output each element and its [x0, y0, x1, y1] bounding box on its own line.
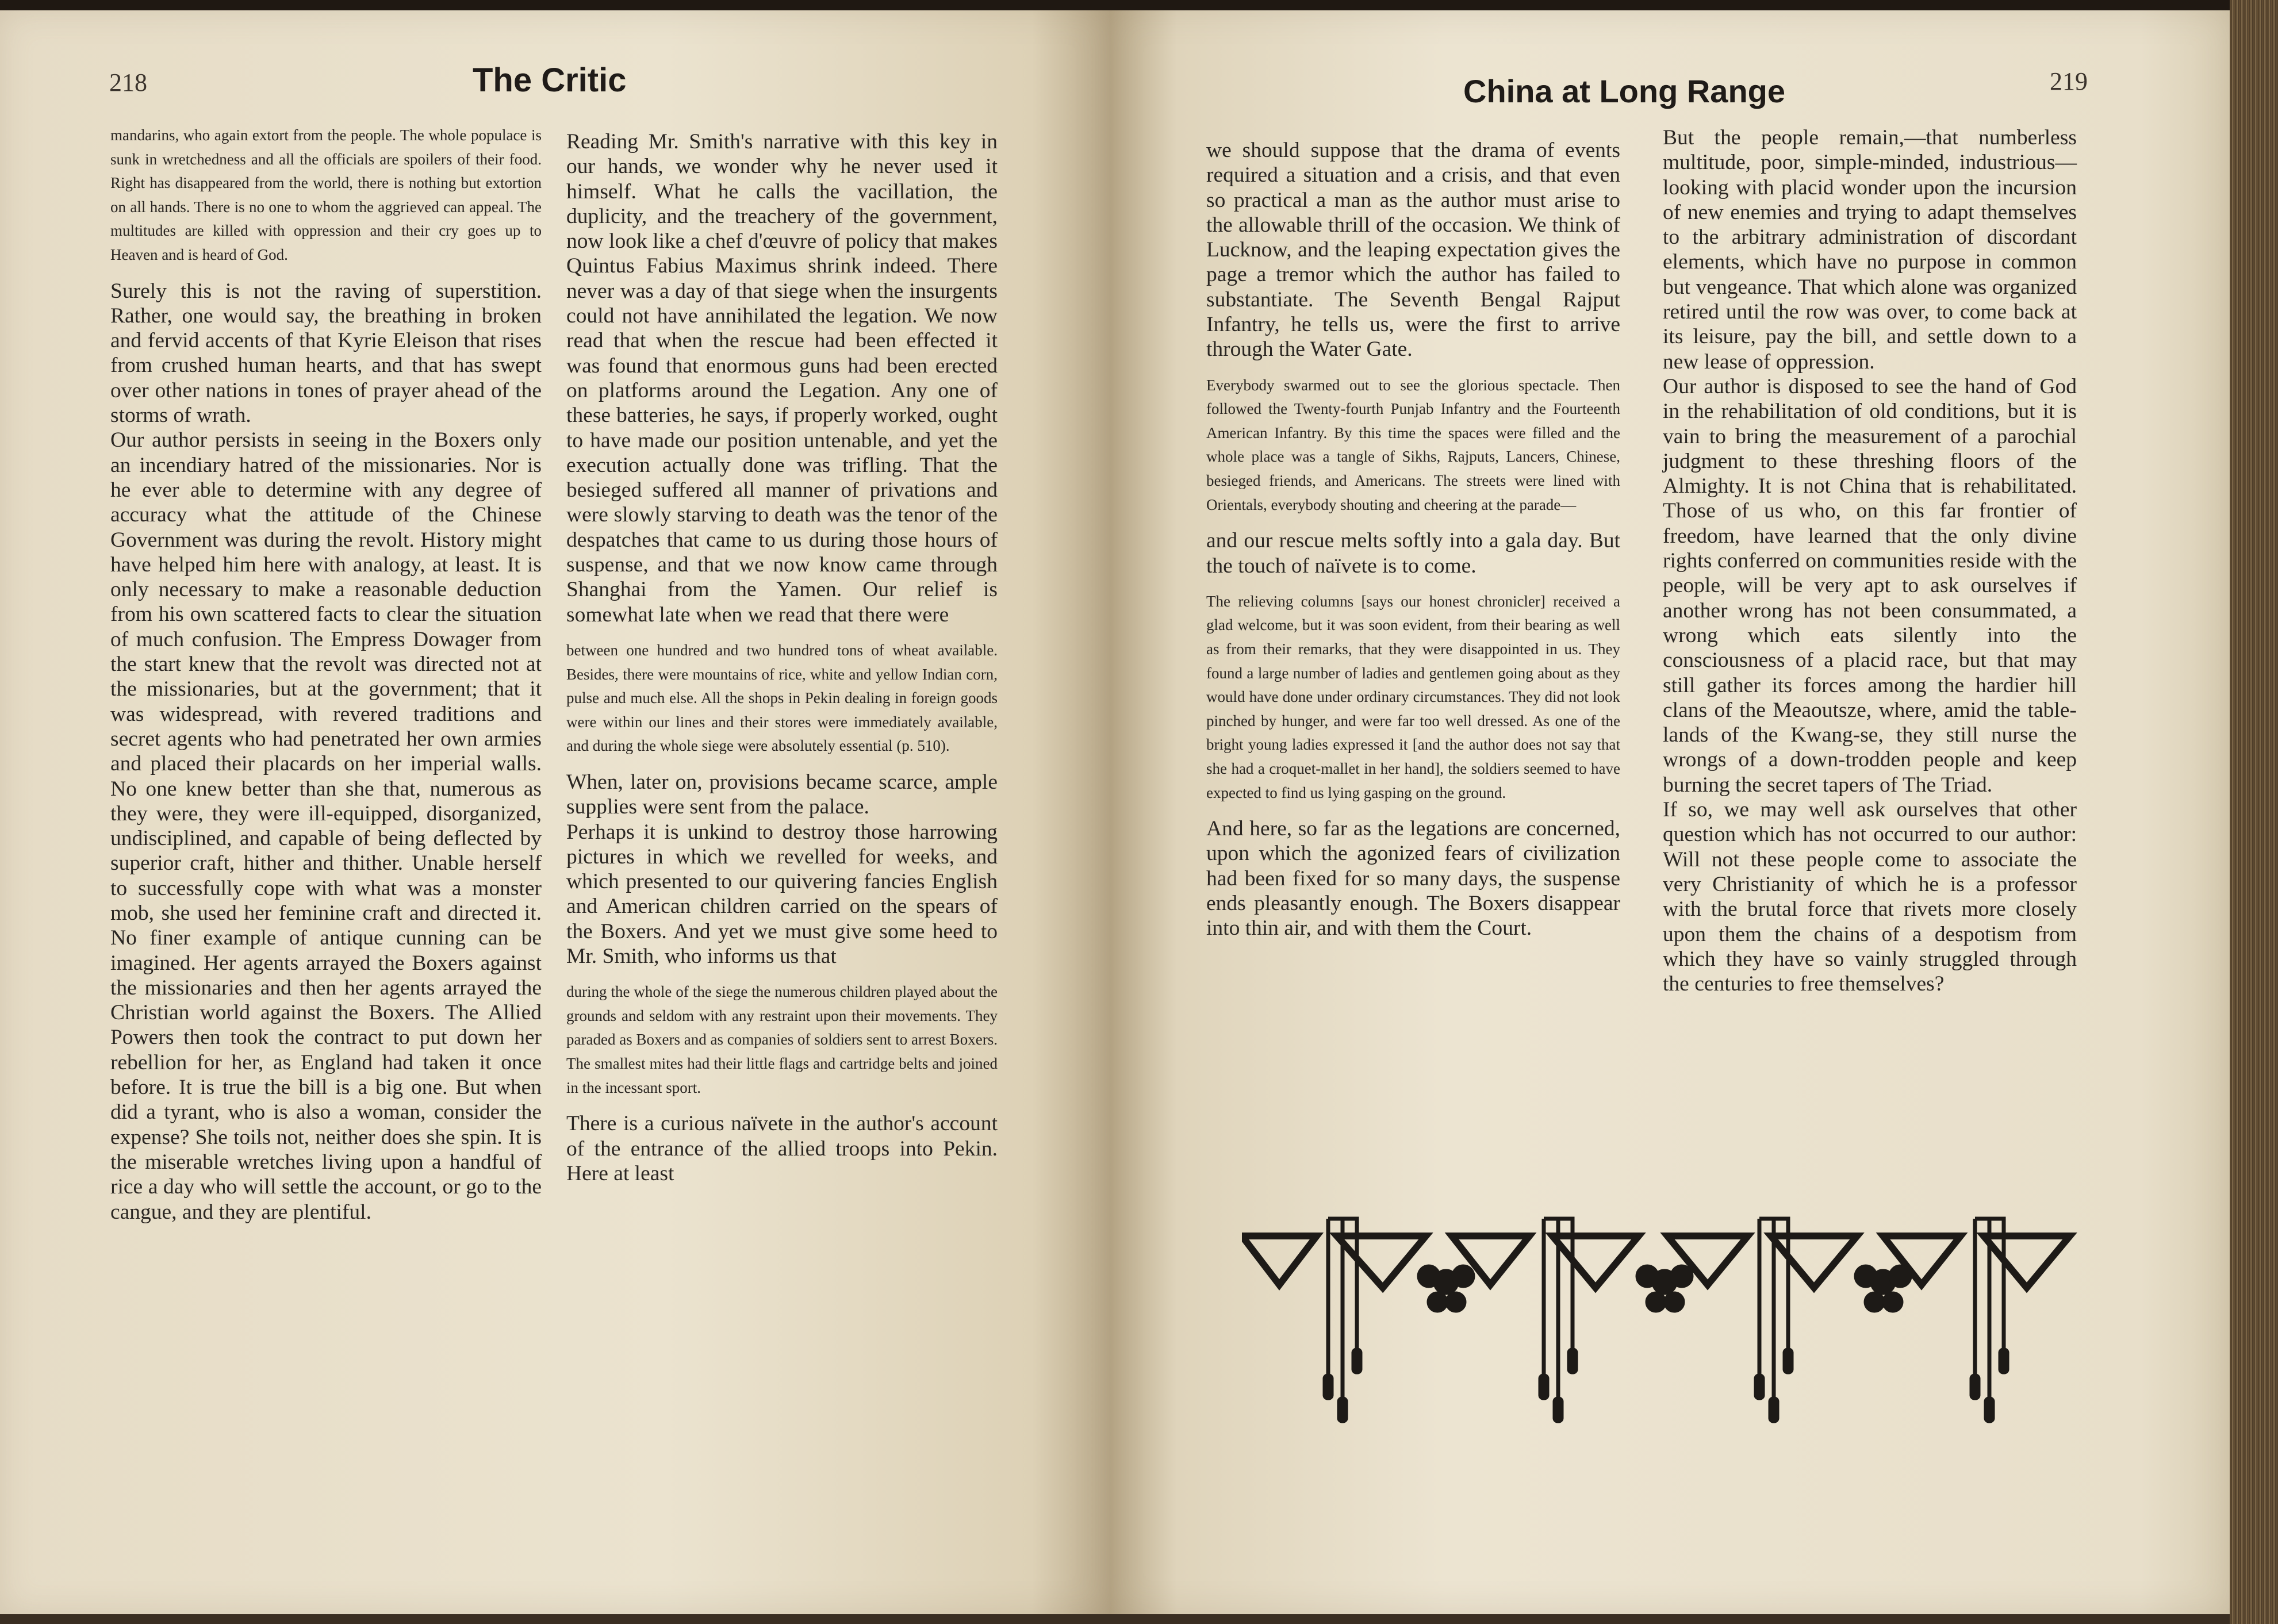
page-edges	[2230, 0, 2278, 1624]
right-column-2	[1663, 125, 2077, 996]
paragraph: Perhaps it is unkind to destroy those harrowing pictures in which we revelled for weeks, and which presented to our quivering fancies English and American children carried on the spears of the Boxers. And yet we must give some heed to Mr. Smith, who informs us that	[566, 820, 998, 968]
block-quote: during the whole of the siege the numerous children played about the grounds and seldom with any restraint upon their movements. They paraded as Boxers and as companies of soldiers sent to arrest Boxers. The smallest mites had their little flags and cartridge belts and joined in the incessant sport.	[566, 983, 998, 1096]
left-column-2	[566, 129, 998, 1186]
paragraph: Our author is disposed to see the hand of God in the rehabilitation of old conditions, but it is vain to bring the measurement of a parochial judgment to these threshing floors of the Almighty. It is not China that is rehabilitated. Those of us who, on this far frontier of freedom, have learned that the only divine rights conferred on communities reside with the people, will be very apt to ask ourselves if another wrong has not been consummated, a wrong which eats silently into the consciousness of a placid race, but that may still gather its forces among the hardier hill clans of the Meaoutsze, where, amid the table-lands of the Kwang-se, they still nurse the wrongs of a down-trodden people and keep burning the secret tapers of The Triad.	[1663, 374, 2077, 797]
paragraph: Surely this is not the raving of superstition. Rather, one would say, the breathing in broken and fervid accents of that Kyrie Eleison that rises from crushed human hearts, and that has swept over other nations in tones of prayer ahead of the storms of wrath.	[110, 279, 542, 428]
paragraph: But the people remain,—that numberless multitude, poor, simple-minded, industrious—looking with placid wonder upon the incursion of new enemies and trying to adapt themselves to the arbitrary administration of discordant elements, which have no purpose in common but vengeance. That which alone was organized retired until the row was over, to come back at its leisure, pay the bill, and settle down to a new lease of oppression.	[1663, 126, 2077, 374]
right-column-1	[1206, 138, 1620, 941]
left-column-1	[110, 124, 542, 1224]
paragraph: When, later on, provisions became scarce, ample supplies were sent from the palace.	[566, 770, 998, 819]
paragraph: Our author persists in seeing in the Boxers only an incendiary hatred of the missionaries. Nor is he ever able to determine with any degree of accuracy what the attitude of the Chinese Government was during the revolt. History might have helped him here with analogy, at least. It is only necessary to make a reasonable deduction from his own scattered facts to clear the situation of much confusion. The Empress Dowager from the start knew that the revolt was directed not at the missionaries, but at the government; that it was widespread, with revered traditions and secret agents who had penetrated her own armies and placed their placards on her imperial walls. No one knew better than she that, numerous as they were, they were ill-equipped, disorganized, undisciplined, and capable of being deflected by superior craft, hither and thither. Unable herself to successfully cope with what was a monster mob, she used her feminine craft and directed it. No finer example of antique cunning can be imagined. Her agents arrayed the Boxers against the missionaries and then her agents arrayed the Christian world against the Boxers. The Allied Powers then took the contract to put down her rebellion for her, as England had taken it once before. It is true the bill is a big one. But when did a tyrant, who is also a woman, consider the expense? She toils not, neither does she spin. It is the miserable wretches living upon a handful of rice a day who will settle the account, or go to the cangue, and they are plentiful.	[110, 428, 542, 1224]
book-top-edge	[0, 0, 2230, 11]
ornament-tassels	[1328, 1219, 2004, 1403]
ornament-tassel-ends	[1323, 1348, 2009, 1423]
running-head-right: China at Long Range	[1463, 73, 1785, 109]
decorative-ornament	[1242, 1207, 2116, 1460]
left-page	[0, 10, 1110, 1614]
paragraph: and our rescue melts softly into a gala day. But the touch of naïvete is to come.	[1206, 529, 1620, 578]
block-quote: Everybody swarmed out to see the glorious spectacle. Then followed the Twenty-fourth Punjab Infantry and the Fourteenth American Infantry. By this time the spaces were filled and the whole place was a tangle of Sikhs, Rajputs, Lancers, Chinese, besieged friends, and Americans. The streets were lined with Orientals, everybody shouting and cheering at the parade—	[1206, 376, 1620, 513]
paragraph: There is a curious naïvete in the author's account of the entrance of the allied troops into Pekin. Here at least	[566, 1112, 998, 1185]
block-quote: The relieving columns [says our honest chronicler] received a glad welcome, but it was soon evident, from their bearing as well as from their remarks, that they were disappointed in us. They found a large number of ladies and gentlemen going about as they would have done under ordinary circumstances. They did not look pinched by hunger, and were far too well dressed. As one of the bright young ladies expressed it [and the author does not say that she had a croquet-mallet in her hand], the soldiers seemed to have expected to find us lying gasping on the ground.	[1206, 592, 1620, 801]
block-quote: between one hundred and two hundred tons of wheat available. Besides, there were mountains of rice, white and yellow Indian corn, pulse and much else. All the shops in Pekin dealing in foreign goods were within our lines and their stores were immediately available, and during the whole siege were absolutely essential (p. 510).	[566, 641, 998, 755]
paragraph: And here, so far as the legations are concerned, upon which the agonized fears of civilization had been fixed for so many days, the suspense ends pleasantly enough. The Boxers disappear into thin air, and with them the Court.	[1206, 817, 1620, 940]
running-head-left: The Critic	[473, 62, 627, 99]
paragraph: If so, we may well ask ourselves that other question which has not occurred to our author: Will not these people come to associate the very Christianity of which he is a professor with the brutal force that rivets more closely upon them the chains of a despotism from which they have so vainly struggled through the centuries to free themselves?	[1663, 798, 2077, 996]
paragraph: Reading Mr. Smith's narrative with this key in our hands, we wonder why he never used it himself. What he calls the vacillation, the duplicity, and the treachery of the government, now look like a chef d'œuvre of policy that makes Quintus Fabius Maximus shrink indeed. There never was a day of that siege when the insurgents could not have annihilated the legation. We now read that when the rescue had been effected it was found that enormous guns had been erected on platforms around the Legation. Any one of these batteries, he says, if properly worked, ought to have made our position untenable, and yet the execution actually done was trifling. That the besieged suffered all manner of privations and were slowly starving to death was the tenor of the despatches that came to us during those hours of suspense, and that we now know came through Shanghai from the Yamen. Our relief is somewhat late when we read that there were	[566, 130, 998, 627]
page-number-right: 219	[2050, 67, 2088, 95]
block-quote: mandarins, who again extort from the people. The whole populace is sunk in wretchedness and all the officials are spoilers of their food. Right has disappeared from the world, there is nothing but extortion on all hands. There is no one to whom the aggrieved can appeal. The multitudes are killed with oppression and their cry goes up to Heaven and is heard of God.	[110, 126, 542, 263]
paragraph: we should suppose that the drama of events required a situation and a crisis, and that even so practical a man as the author must arise to the allowable thrill of the occasion. We think of Lucknow, and the leaping expectation gives the page a tremor which the author has failed to substantiate. The Seventh Bengal Rajput Infantry, he tells us, were the first to arrive through the Water Gate.	[1206, 139, 1620, 362]
page-number-left: 218	[109, 68, 147, 97]
